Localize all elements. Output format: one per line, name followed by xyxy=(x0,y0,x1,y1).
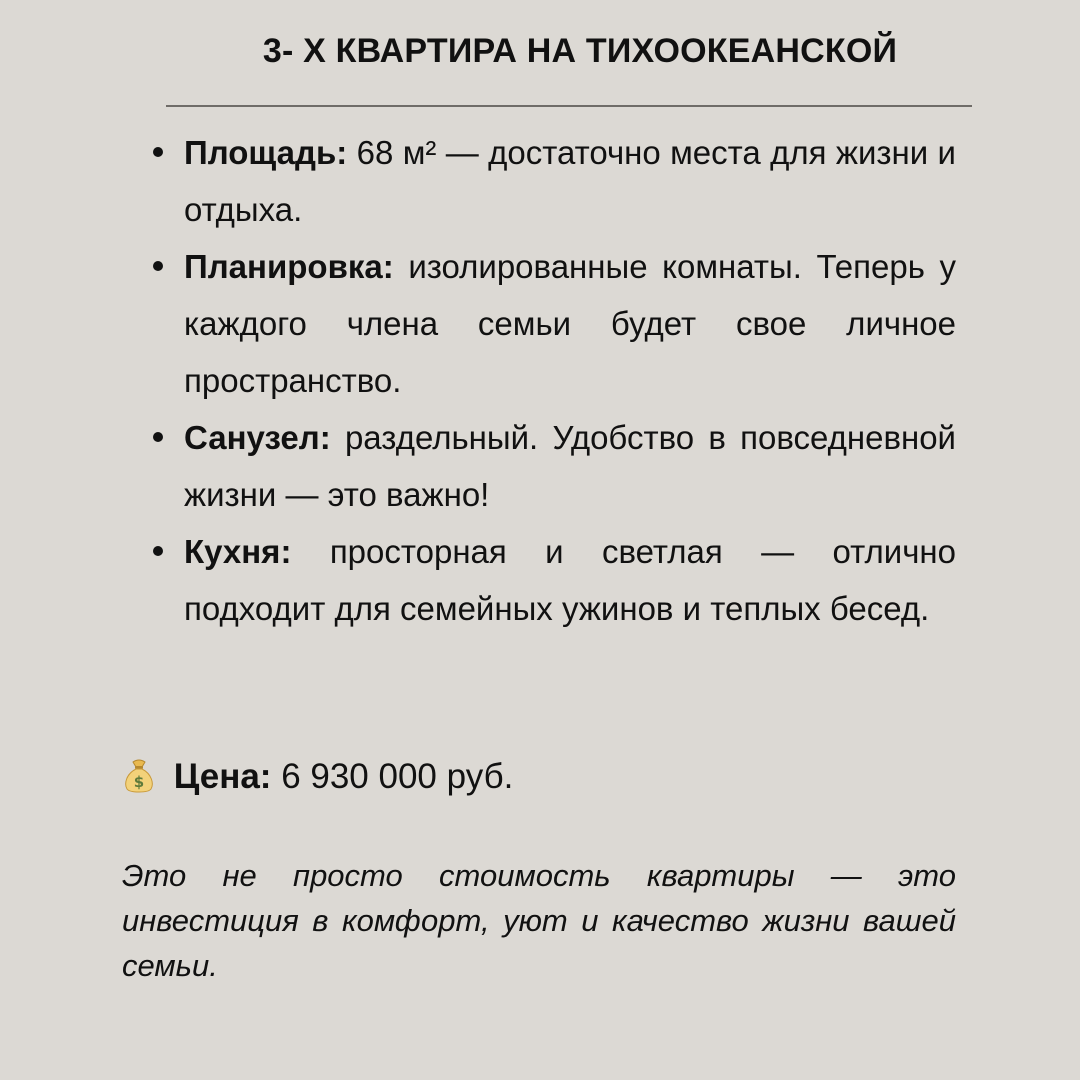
list-item-area xyxy=(144,124,956,238)
list-item-kitchen xyxy=(144,523,956,637)
closing-note: Это не просто стоимость квартиры — это инвестиция в комфорт, уют и качество жизни вашей семьи. xyxy=(122,858,956,983)
feature-text: изолированные комнаты. Теперь у каждого члена семьи будет свое личное пространство. xyxy=(184,248,956,399)
price-value: 6 930 000 руб. xyxy=(281,757,514,796)
page-title: 3- Х КВАРТИРА НА ТИХООКЕАНСКОЙ xyxy=(262,32,898,70)
bullet-icon xyxy=(153,432,163,442)
title-divider xyxy=(166,105,972,107)
svg-text:$: $ xyxy=(133,773,145,791)
feature-text: 68 м² — достаточно места для жизни и отдыха. xyxy=(184,134,956,228)
price-label: Цена: xyxy=(173,757,282,796)
feature-list xyxy=(144,124,956,637)
feature-text: раздельный. Удобство в повседневной жизни — это важно! xyxy=(184,419,956,513)
bullet-icon xyxy=(153,147,163,157)
price-line xyxy=(122,753,513,801)
feature-label: Площадь: xyxy=(184,134,357,171)
list-item-bathroom xyxy=(144,409,956,523)
feature-label: Санузел: xyxy=(184,419,345,456)
bullet-icon xyxy=(153,261,163,271)
feature-text: просторная и светлая — отлично подходит для семейных ужинов и теплых бесед. xyxy=(184,533,956,627)
bullet-icon xyxy=(153,546,163,556)
money-bag-icon xyxy=(122,758,156,794)
feature-label: Планировка: xyxy=(184,248,409,285)
feature-label: Кухня: xyxy=(184,533,330,570)
list-item-layout xyxy=(144,238,956,409)
